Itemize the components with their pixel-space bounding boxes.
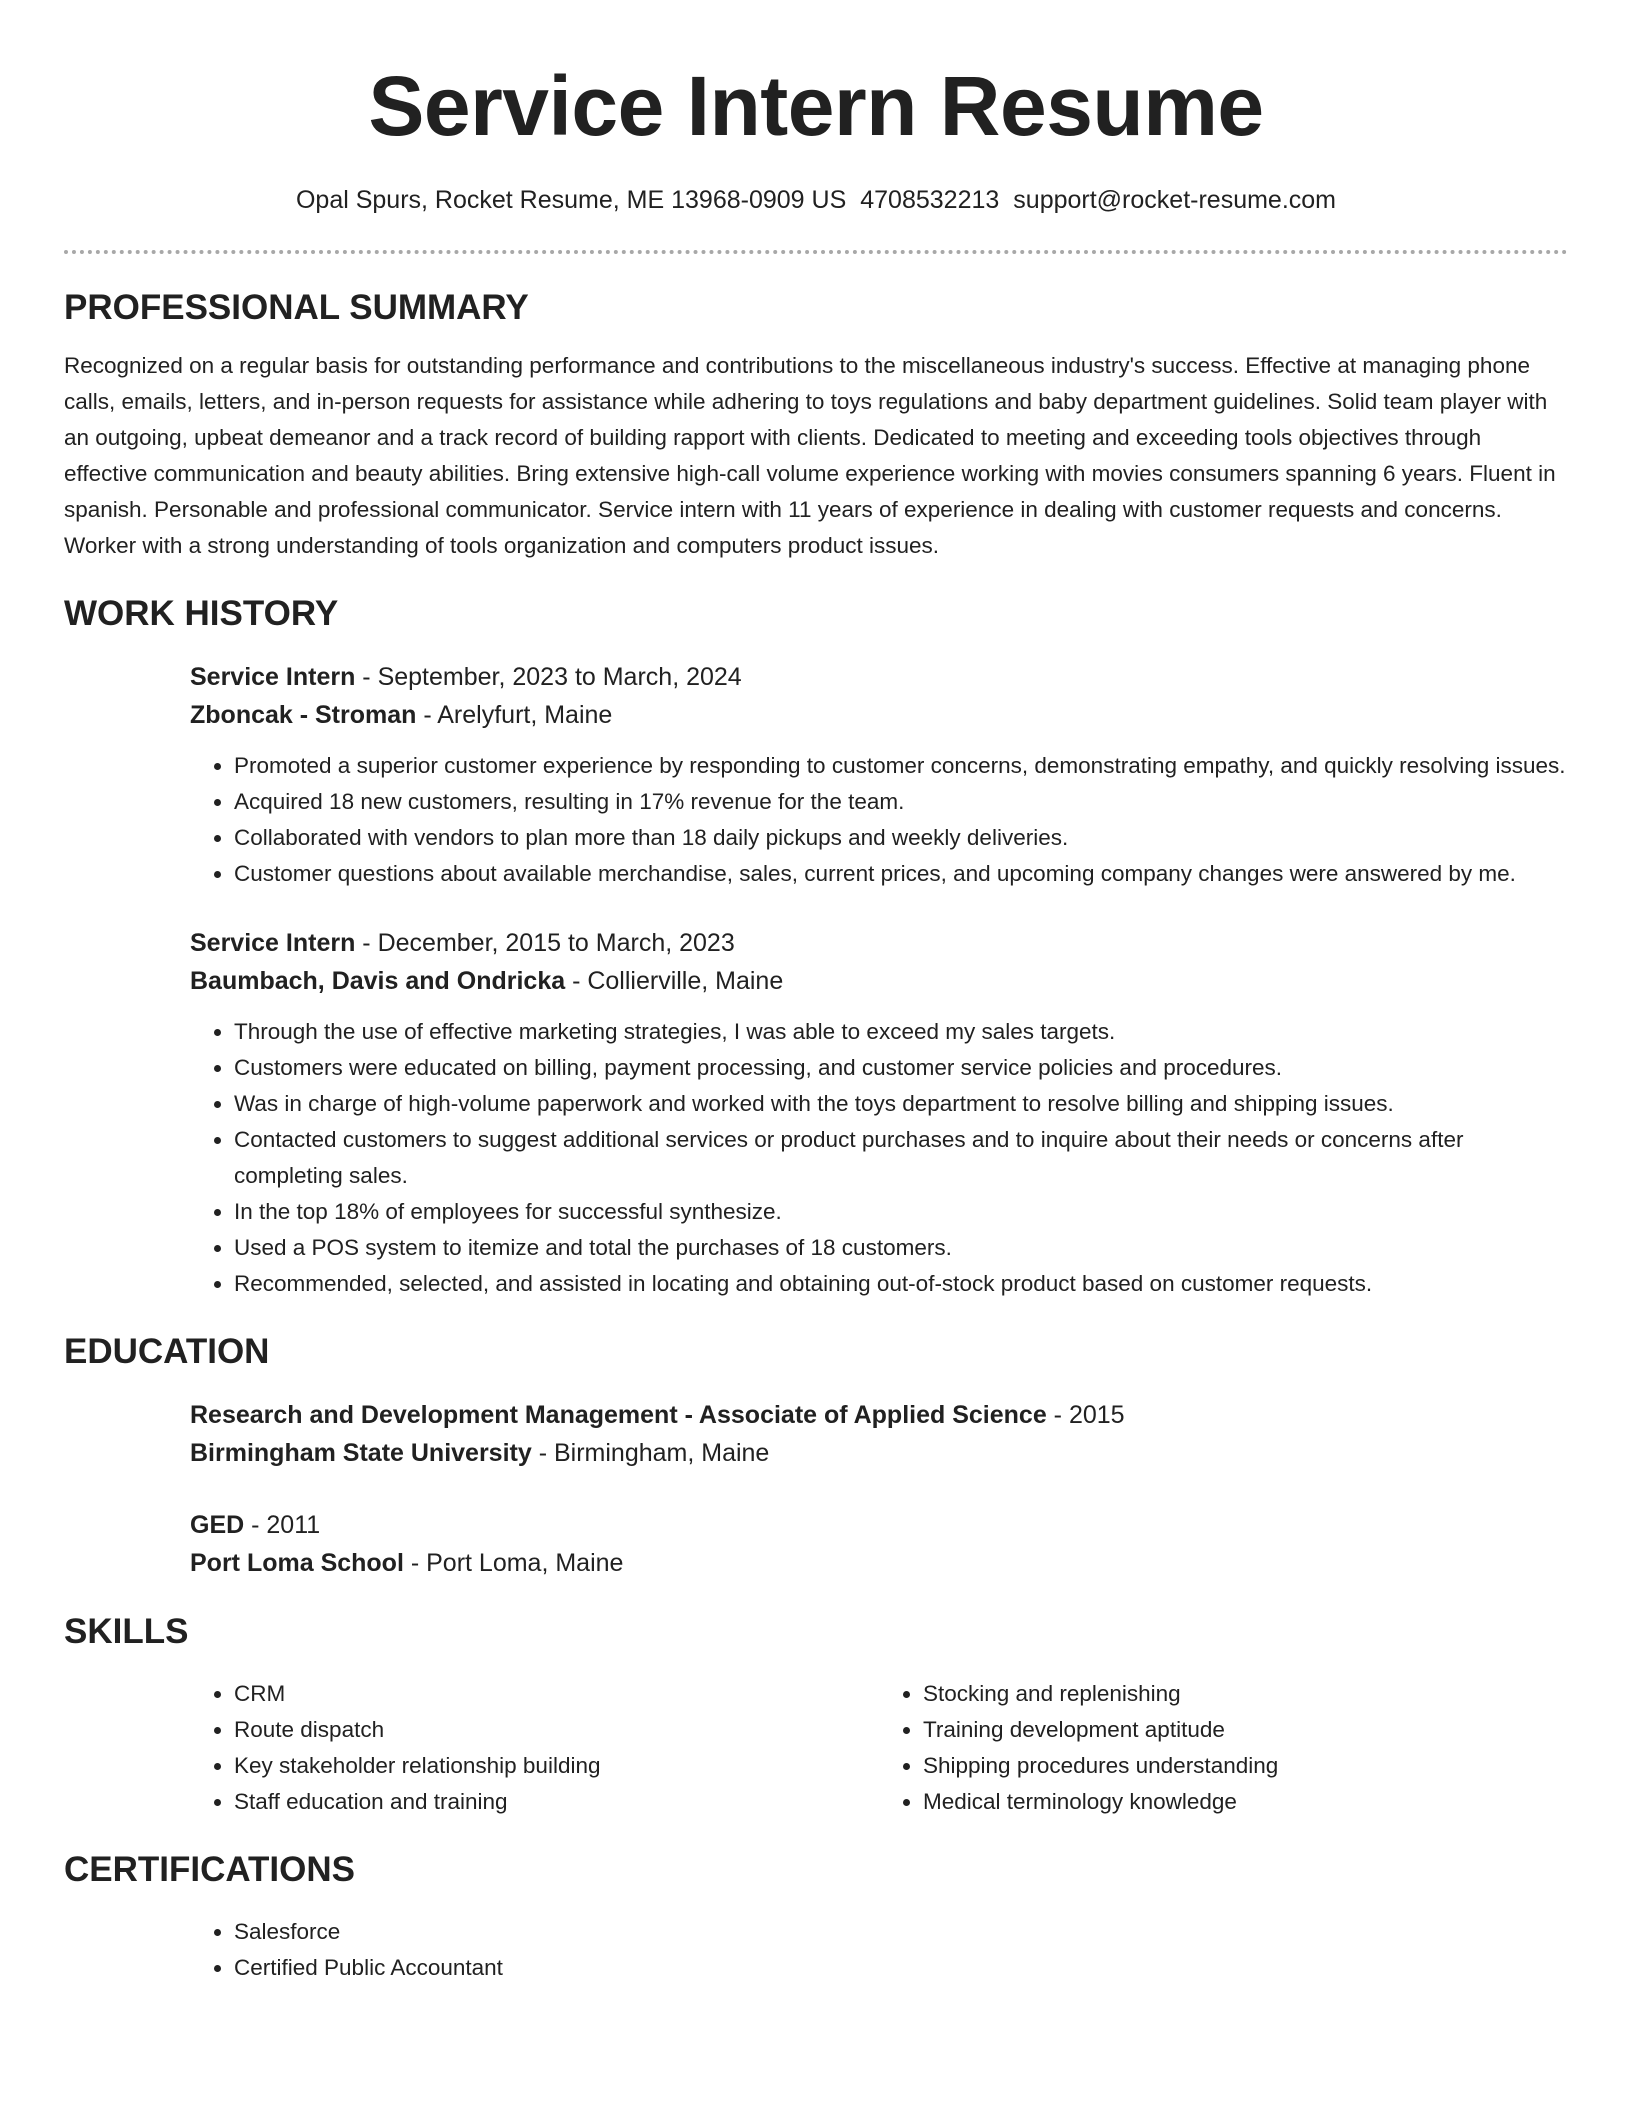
job-title-line (190, 924, 1568, 962)
resume-title: Service Intern Resume (368, 59, 1264, 153)
education-entry (190, 1506, 1568, 1582)
list-item: • Customer questions about available merchandise, sales, current prices, and upcoming company changes were answered by me. (234, 856, 1568, 892)
education-year: - 2011 (244, 1511, 321, 1539)
job-title-line (190, 658, 1568, 696)
education-degree-line (190, 1396, 1568, 1434)
education-location: - Birmingham, Maine (531, 1439, 770, 1467)
list-item: • In the top 18% of employees for successful synthesize. (234, 1194, 1568, 1230)
list-item: • Was in charge of high-volume paperwork and worked with the toys department to resolve billing and shipping issues. (234, 1086, 1568, 1122)
skills-column-right (879, 1676, 1568, 1820)
certifications-list (190, 1914, 1568, 1986)
list-item: • Contacted customers to suggest additional services or product purchases and to inquire about their needs or concerns after completing sales. (234, 1122, 1568, 1194)
education-degree: GED (190, 1511, 245, 1539)
list-item: • Customers were educated on billing, payment processing, and customer service policies and procedures. (234, 1050, 1568, 1086)
job-location: - Arelyfurt, Maine (416, 701, 613, 729)
certifications-bullets (190, 1914, 1568, 1986)
education-school-line (190, 1434, 1568, 1472)
work-history-heading: WORK HISTORY (64, 594, 339, 633)
education-location: - Port Loma, Maine (403, 1549, 624, 1577)
job-bullets (190, 748, 1568, 892)
certifications-heading: CERTIFICATIONS (64, 1850, 356, 1889)
header-divider (64, 250, 1568, 254)
job-entry (190, 658, 1568, 892)
job-company: Zboncak - Stroman (190, 701, 417, 729)
job-entry (190, 924, 1568, 1302)
list-item: • Certified Public Accountant (234, 1950, 1568, 1986)
resume-page (64, 0, 1568, 1986)
education-school: Birmingham State University (190, 1439, 532, 1467)
contact-email[interactable]: support@rocket-resume.com (1013, 186, 1337, 214)
job-location: - Collierville, Maine (565, 967, 784, 995)
education-school: Port Loma School (190, 1549, 404, 1577)
list-item: • Shipping procedures understanding (923, 1748, 1568, 1784)
education-degree: Research and Development Management - Associate of Applied Science (190, 1401, 1047, 1429)
job-dates: - September, 2023 to March, 2024 (355, 663, 742, 691)
summary-heading: PROFESSIONAL SUMMARY (64, 288, 529, 327)
education-heading: EDUCATION (64, 1332, 270, 1371)
job-company-line (190, 962, 1568, 1000)
list-item: • Staff education and training (234, 1784, 879, 1820)
education-degree-line (190, 1506, 1568, 1544)
skills-heading: SKILLS (64, 1612, 189, 1651)
skills-column-left (190, 1676, 879, 1820)
job-title: Service Intern (190, 929, 356, 957)
list-item: • CRM (234, 1676, 879, 1712)
contact-phone: 4708532213 (860, 186, 1000, 214)
job-bullets (190, 1014, 1568, 1302)
list-item: • Key stakeholder relationship building (234, 1748, 879, 1784)
skills-list (190, 1676, 1568, 1820)
education-entry (190, 1396, 1568, 1472)
list-item: • Route dispatch (234, 1712, 879, 1748)
list-item: • Used a POS system to itemize and total the purchases of 18 customers. (234, 1230, 1568, 1266)
summary-text: Recognized on a regular basis for outstanding performance and contributions to the miscellaneous industry's success. Effective at managing phone calls, emails, letters, and in-person requests for assistance while adhering to toys regulations and baby department guidelines. Solid team player with an outgoing, upbeat demeanor and a track record of building rapport with clients. Dedicated to meeting and exceeding tools objectives through effective communication and beauty abilities. Bring extensive high-call volume experience working with movies consumers spanning 6 years. Fluent in spanish. Personable and professional communicator. Service intern with 11 years of experience in dealing with customer requests and concerns. Worker with a strong understanding of tools organization and computers product issues. (64, 353, 1556, 558)
list-item: • Promoted a superior customer experience by responding to customer concerns, demonstrating empathy, and quickly resolving issues. (234, 748, 1568, 784)
list-item: • Stocking and replenishing (923, 1676, 1568, 1712)
list-item: • Acquired 18 new customers, resulting in 17% revenue for the team. (234, 784, 1568, 820)
list-item: • Medical terminology knowledge (923, 1784, 1568, 1820)
job-title: Service Intern (190, 663, 356, 691)
list-item: • Through the use of effective marketing strategies, I was able to exceed my sales targets. (234, 1014, 1568, 1050)
contact-line (64, 184, 1568, 216)
job-company-line (190, 696, 1568, 734)
contact-address: Opal Spurs, Rocket Resume, ME 13968-0909 US (295, 186, 847, 214)
job-dates: - December, 2015 to March, 2023 (355, 929, 735, 957)
education-year: - 2015 (1046, 1401, 1125, 1429)
list-item: • Training development aptitude (923, 1712, 1568, 1748)
list-item: • Collaborated with vendors to plan more than 18 daily pickups and weekly deliveries. (234, 820, 1568, 856)
job-company: Baumbach, Davis and Ondricka (190, 967, 566, 995)
list-item: • Recommended, selected, and assisted in locating and obtaining out-of-stock product based on customer requests. (234, 1266, 1568, 1302)
education-school-line (190, 1544, 1568, 1582)
list-item: • Salesforce (234, 1914, 1568, 1950)
